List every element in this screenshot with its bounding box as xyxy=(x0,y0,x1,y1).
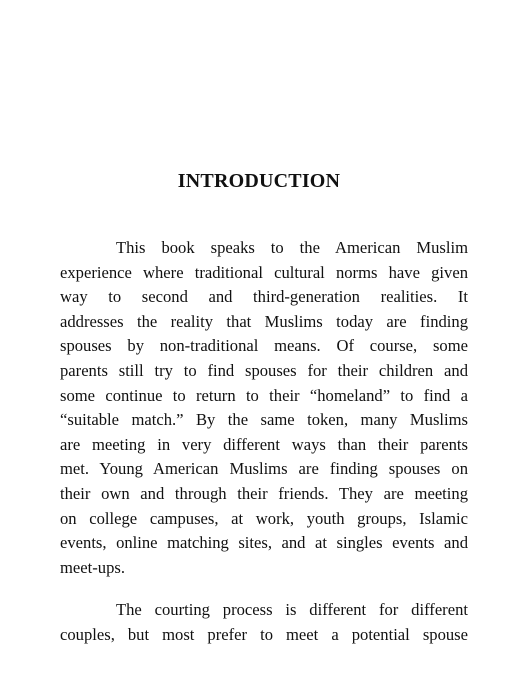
paragraph-1 xyxy=(60,236,468,580)
paragraph-line: events, online matching sites, and at singles events and xyxy=(60,533,468,553)
paragraph-line: The courting process is different for different xyxy=(116,600,468,619)
paragraph-line: couples, but most prefer to meet a potential spouse xyxy=(60,624,468,644)
paragraph-2 xyxy=(60,598,468,647)
paragraph-line: spouses by non-traditional means. Of course, some xyxy=(60,336,468,356)
paragraph-line: This book speaks to the American Muslim xyxy=(116,238,468,257)
paragraph-line: meet-ups. xyxy=(60,557,125,577)
paragraph-line: way to second and third-generation realities. It xyxy=(60,287,468,307)
paragraph-line: are meeting in very different ways than their parents xyxy=(60,434,468,454)
paragraph-line: “suitable match.” By the same token, many Muslims xyxy=(60,410,468,430)
paragraph-line: their own and through their friends. They are meeting xyxy=(60,483,468,503)
paragraph-line: parents still try to find spouses for their children and xyxy=(60,360,468,380)
paragraph-line: met. Young American Muslims are finding spouses on xyxy=(60,459,468,479)
chapter-heading: INTRODUCTION xyxy=(177,170,341,192)
paragraph-line: on college campuses, at work, youth groups, Islamic xyxy=(60,508,468,528)
paragraph-line: experience where traditional cultural norms have given xyxy=(60,262,468,282)
paragraph-line: some continue to return to their “homeland” to find a xyxy=(60,385,468,405)
paragraph-line: addresses the reality that Muslims today are finding xyxy=(60,311,468,331)
